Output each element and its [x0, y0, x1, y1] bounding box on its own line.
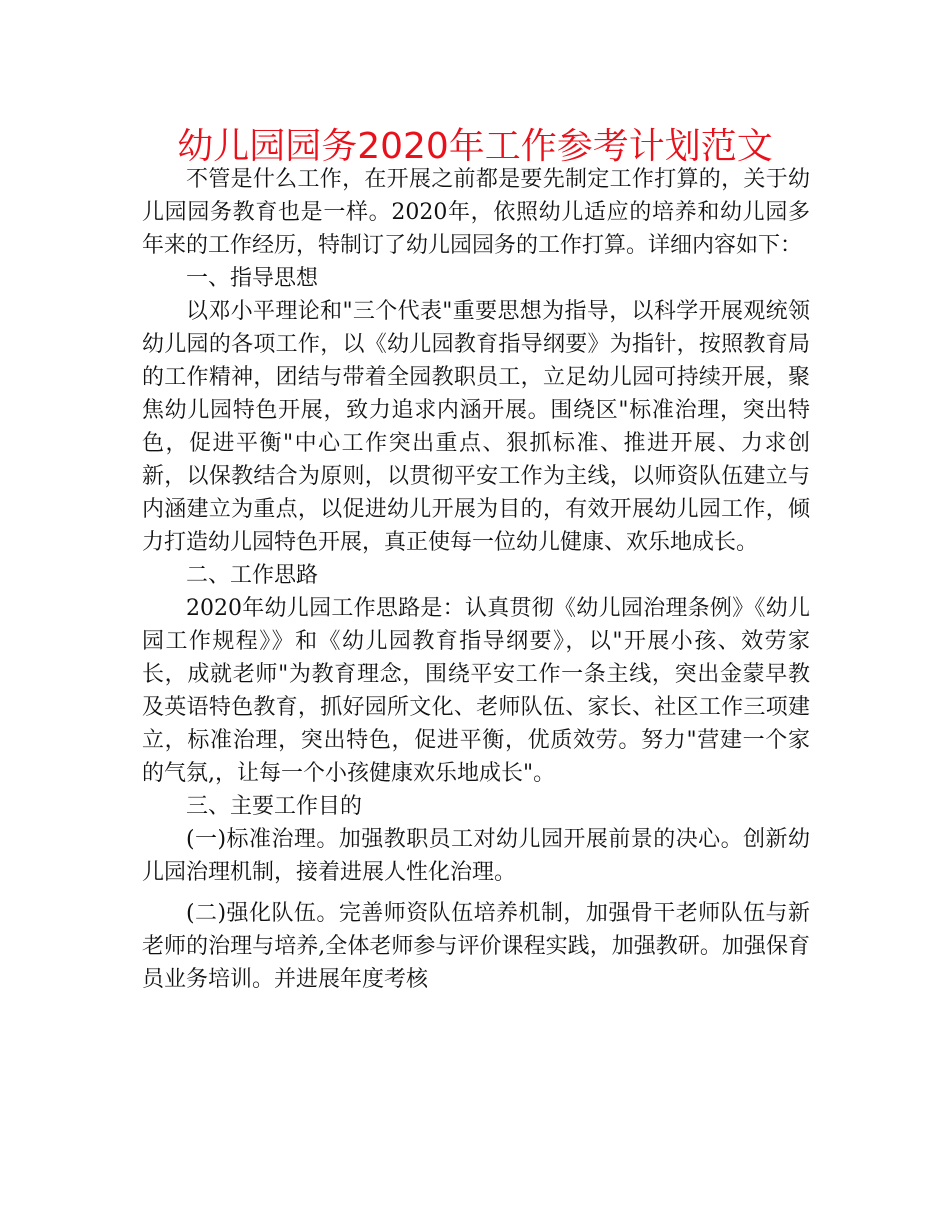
goal-item-strengthen-team: (二)强化队伍。完善师资队伍培养机制，加强骨干老师队伍与新老师的治理与培养,全体老师参与评价课程实践，加强教研。加强保育员业务培训。并进展年度考核	[142, 901, 810, 992]
document-body	[142, 163, 810, 996]
document-title: 幼儿园园务2020年工作参考计划范文	[177, 126, 773, 167]
guiding-thought-paragraph: 以邓小平理论和"三个代表"重要思想为指导，以科学开展观统领幼儿园的各项工作，以《幼儿园教育指导纲要》为指针，按照教育局的工作精神，团结与带着全园教职员工，立足幼儿园可持续开展，聚焦幼儿园特色开展，致力追求内涵开展。围绕区"标准治理，突出特色，促进平衡"中心工作突出重点、狠抓标准、推进开展、力求创新，以保教结合为原则，以贯彻平安工作为主线，以师资队伍建立与内涵建立为重点，以促进幼儿开展为目的，有效开展幼儿园工作，倾力打造幼儿园特色开展，真正使每一位幼儿健康、欢乐地成长。	[142, 299, 810, 555]
section-heading-main-goals: 三、主要工作目的	[186, 794, 363, 819]
work-approach-paragraph: 2020年幼儿园工作思路是：认真贯彻《幼儿园治理条例》《幼儿园工作规程》》和《幼儿园教育指导纲要》，以"开展小孩、效劳家长，成就老师"为教育理念，围绕平安工作一条主线，突出金蒙早教及英语特色教育，抓好园所文化、老师队伍、家长、社区工作三项建立，标准治理，突出特色，促进平衡，优质效劳。努力"营建一个家的气氛,，让每一个小孩健康欢乐地成长"。	[142, 596, 810, 786]
section-heading-guiding-thought: 一、指导思想	[186, 266, 319, 291]
intro-paragraph: 不管是什么工作，在开展之前都是要先制定工作打算的，关于幼儿园园务教育也是一样。2020年，依照幼儿适应的培养和幼儿园多年来的工作经历，特制订了幼儿园园务的工作打算。详细内容如下：	[142, 167, 810, 258]
goal-item-standard-management: (一)标准治理。加强教职员工对幼儿园开展前景的决心。创新幼儿园治理机制，接着进展人性化治理。	[142, 827, 810, 885]
section-heading-work-approach: 二、工作思路	[186, 563, 319, 588]
